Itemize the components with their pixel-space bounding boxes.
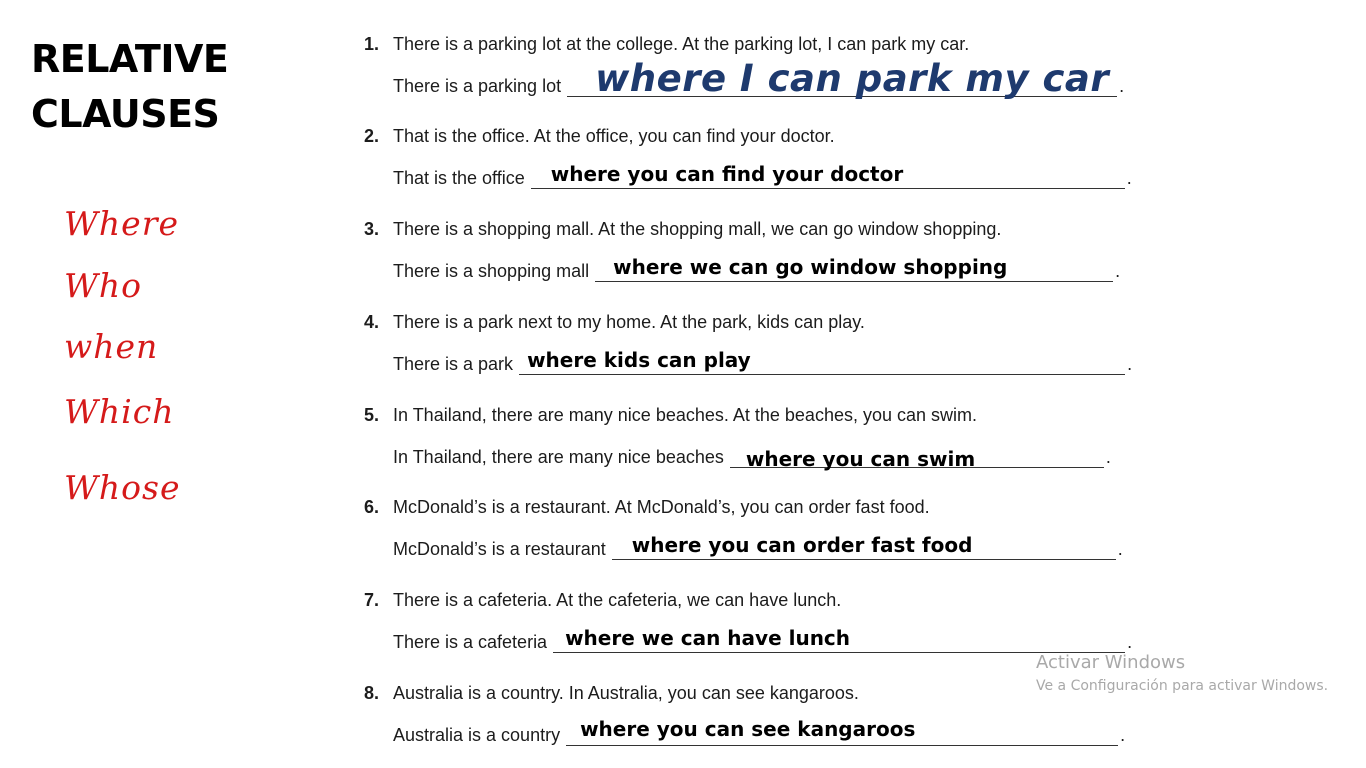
sentence-stem: Australia is a country bbox=[393, 725, 561, 745]
activation-watermark bbox=[1036, 652, 1328, 698]
exercise-prompt: There is a park next to my home. At the park, kids can play. bbox=[393, 312, 865, 332]
title-line-1: RELATIVE bbox=[31, 37, 229, 81]
exercise-item bbox=[364, 404, 1144, 484]
answer-blank bbox=[553, 628, 1125, 653]
answer-text: where you can find your doctor bbox=[550, 162, 904, 186]
sentence-stem: There is a parking lot bbox=[393, 76, 562, 96]
answer-blank bbox=[730, 443, 1104, 471]
answer-line bbox=[393, 718, 1125, 746]
title-line-2: CLAUSES bbox=[31, 92, 220, 136]
exercise-prompt: There is a parking lot at the college. At the parking lot, I can park my car. bbox=[393, 34, 970, 54]
period: . bbox=[1127, 354, 1133, 374]
watermark-subtitle: Ve a Configuración para activar Windows. bbox=[1036, 678, 1329, 694]
period: . bbox=[1105, 447, 1111, 467]
exercise-item bbox=[364, 311, 1144, 391]
exercise-number: 7. bbox=[364, 590, 380, 610]
sentence-stem: There is a park bbox=[393, 354, 514, 374]
exercise-number: 4. bbox=[364, 312, 380, 332]
answer-line bbox=[393, 347, 1132, 375]
answer-line bbox=[393, 254, 1120, 282]
exercise-number: 6. bbox=[364, 497, 380, 517]
period: . bbox=[1119, 76, 1125, 96]
page-title bbox=[31, 32, 228, 142]
answer-line bbox=[393, 161, 1132, 189]
exercise-number: 2. bbox=[364, 126, 380, 146]
pronoun-whose: Whose bbox=[64, 468, 181, 507]
period: . bbox=[1126, 168, 1132, 188]
exercise-prompt: There is a shopping mall. At the shopping mall, we can go window shopping. bbox=[393, 219, 1002, 239]
period: . bbox=[1117, 539, 1123, 559]
sentence-stem: McDonald’s is a restaurant bbox=[393, 539, 606, 559]
answer-blank bbox=[612, 535, 1116, 560]
exercise-prompt: That is the office. At the office, you can find your doctor. bbox=[393, 126, 835, 146]
answer-blank bbox=[566, 717, 1118, 746]
pronoun-who: Who bbox=[64, 266, 143, 305]
answer-text: where we can go window shopping bbox=[613, 255, 1008, 279]
answer-blank bbox=[519, 350, 1125, 375]
answer-text: where we can have lunch bbox=[565, 626, 851, 650]
sentence-stem: In Thailand, there are many nice beaches bbox=[393, 447, 724, 467]
exercise-item bbox=[364, 682, 1144, 762]
answer-text: where you can swim bbox=[745, 447, 976, 471]
answer-text: where kids can play bbox=[527, 348, 751, 372]
answer-blank bbox=[595, 257, 1113, 282]
exercise-number: 8. bbox=[364, 683, 380, 703]
pronoun-when: when bbox=[64, 327, 159, 366]
answer-text: where you can see kangaroos bbox=[580, 717, 916, 741]
sentence-stem: That is the office bbox=[393, 168, 525, 188]
answer-blank bbox=[531, 164, 1125, 189]
exercise-item bbox=[364, 33, 1144, 113]
sentence-stem: There is a shopping mall bbox=[393, 261, 590, 281]
answer-line bbox=[393, 57, 1125, 100]
exercise-prompt: In Thailand, there are many nice beaches. At the beaches, you can swim. bbox=[393, 405, 978, 425]
period: . bbox=[1120, 725, 1126, 745]
exercise-number: 5. bbox=[364, 405, 380, 425]
answer-text: where I can park my car bbox=[595, 57, 1110, 100]
sentence-stem: There is a cafeteria bbox=[393, 632, 548, 652]
period: . bbox=[1115, 261, 1121, 281]
answer-blank bbox=[567, 57, 1117, 100]
period: . bbox=[1127, 632, 1133, 652]
pronoun-which: Which bbox=[64, 392, 175, 431]
watermark-title: Activar Windows bbox=[1036, 652, 1186, 673]
answer-line bbox=[393, 532, 1123, 560]
exercise-prompt: Australia is a country. In Australia, you can see kangaroos. bbox=[393, 683, 859, 703]
exercise-prompt: McDonald’s is a restaurant. At McDonald’s, you can order fast food. bbox=[393, 497, 930, 517]
exercise-number: 3. bbox=[364, 219, 380, 239]
answer-line bbox=[393, 440, 1111, 471]
exercise-item bbox=[364, 589, 1144, 669]
answer-line bbox=[393, 625, 1132, 653]
exercise-item bbox=[364, 496, 1144, 576]
exercise-item bbox=[364, 218, 1144, 298]
pronoun-where: Where bbox=[64, 204, 180, 243]
exercise-number: 1. bbox=[364, 34, 380, 54]
exercise-prompt: There is a cafeteria. At the cafeteria, we can have lunch. bbox=[393, 590, 842, 610]
exercise-item bbox=[364, 125, 1144, 205]
answer-text: where you can order fast food bbox=[631, 533, 973, 557]
